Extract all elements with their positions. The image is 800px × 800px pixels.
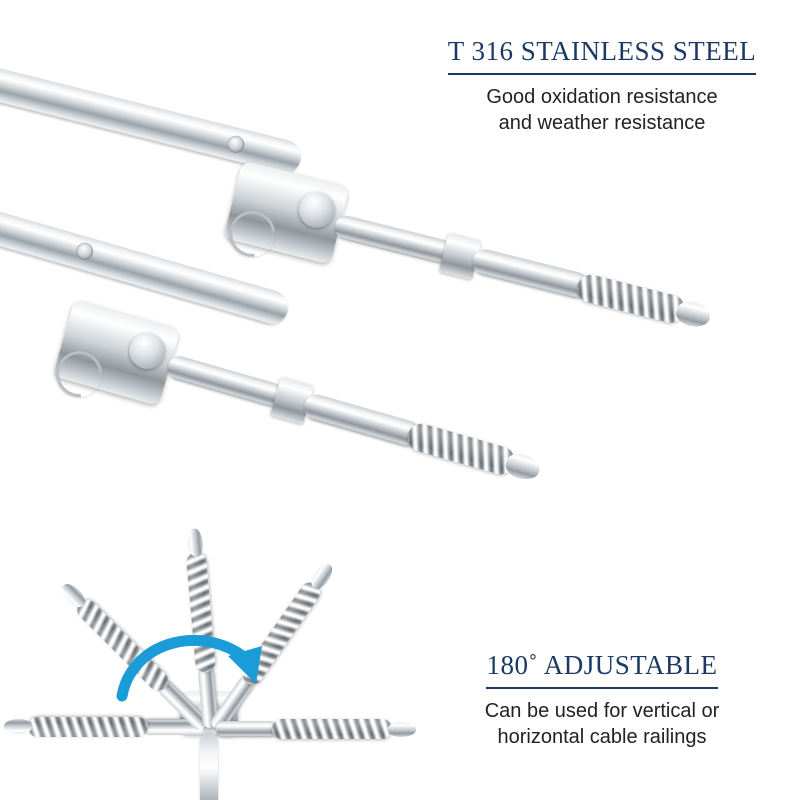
feature-body-steel-line2: and weather resistance xyxy=(498,111,706,134)
screw-tip xyxy=(503,450,542,482)
screw-tip xyxy=(4,719,32,734)
rotation-arrow-icon xyxy=(110,600,270,720)
rotation-range-illustration xyxy=(0,470,420,800)
stud-taper xyxy=(470,247,593,301)
screw-thread xyxy=(272,719,392,739)
stud-shank xyxy=(332,213,454,265)
screw-tip xyxy=(674,299,713,331)
screw-tip xyxy=(187,528,204,557)
feature-title-adjustable: 180˚ ADJUSTABLE xyxy=(486,650,717,689)
feature-body-adjustable-line1: Can be used for vertical or xyxy=(484,700,720,722)
lag-screw-thread xyxy=(574,272,688,326)
feature-title-steel: T 316 STAINLESS STEEL xyxy=(448,36,757,75)
feature-block-adjustable xyxy=(418,650,786,750)
screw-tip xyxy=(388,722,416,737)
screw-shank xyxy=(216,721,278,737)
stud-taper xyxy=(301,392,424,450)
screw-thread xyxy=(28,717,148,737)
feature-body-adjustable-line2: horizontal cable railings xyxy=(497,725,707,748)
feature-body-steel-line1: Good oxidation resistance xyxy=(486,86,718,108)
lag-screw-thread xyxy=(404,420,517,477)
feature-block-steel xyxy=(418,36,786,136)
stud-upper xyxy=(328,196,711,346)
